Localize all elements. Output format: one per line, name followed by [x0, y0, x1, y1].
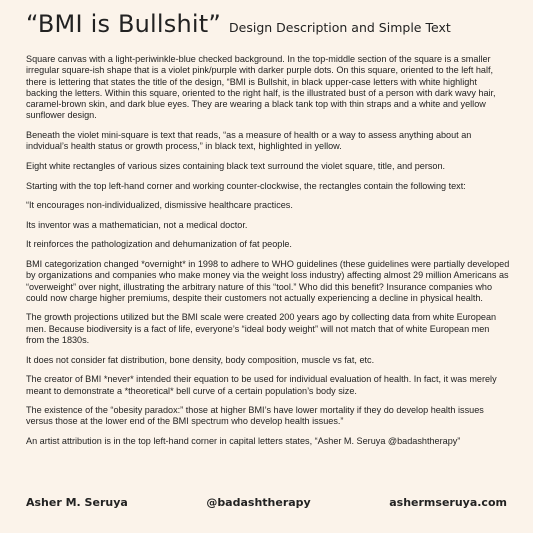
footer-website: ashermseruya.com — [389, 496, 507, 509]
footer-author-name: Asher M. Seruya — [26, 496, 128, 509]
paragraph-point-8: The existence of the “obesity paradox:” those at higher BMI’s have lower mortality if they do develop health issues versus those at the lower end of the BMI spectrum who develop health issues.” — [26, 405, 484, 427]
footer-handle: @badashtherapy — [206, 496, 311, 509]
paragraph-point-6: It does not consider fat distribution, bone density, body composition, muscle vs fat, etc. — [26, 354, 375, 365]
paragraph-highlighted-text: Beneath the violet mini-square is text that reads, “as a measure of health or a way to assess anything about an indvidual’s health status or growth process,” in black text, highlighted in yellow. — [26, 130, 472, 152]
paragraph-point-4: BMI categorization changed *overnight* in 1998 to adhere to WHO guidelines (these guidelines were partially developed by organizations and companies who make money via the weight loss industry) affecting almost 29 million Americans as “overweight” over night, illustrating the arbitrary nature of this “tool.” Who did this benefit? Insurance companies who could now charge higher premiums, despite their customers not actually experiencing a decline in physical health. — [26, 258, 510, 303]
footer — [26, 496, 507, 509]
page-title: “BMI is Bullshit” — [26, 10, 222, 38]
paragraph-attribution: An artist attribution is in the top left-hand corner in capital letters states, “Asher M. Seruya @badashtherapy” — [26, 435, 461, 446]
paragraph-order: Starting with the top left-hand corner and working counter-clockwise, the rectangles contain the following text: — [26, 180, 466, 191]
paragraph-point-5: The growth projections utilized but the BMI scale were created 200 years ago by collecting data from white European men. Because biodiversity is a fact of life, everyone’s “ideal body weight” will not match that of white European men from the 1830s. — [26, 312, 497, 346]
header — [26, 10, 451, 38]
paragraph-point-1: “It encourages non-individualized, dismissive healthcare practices. — [26, 200, 293, 211]
page-subtitle: Design Description and Simple Text — [229, 20, 451, 35]
paragraph-point-2: Its inventor was a mathematician, not a medical doctor. — [26, 219, 248, 230]
description-body — [26, 54, 510, 456]
paragraph-rectangles: Eight white rectangles of various sizes containing black text surround the violet square, title, and person. — [26, 160, 446, 171]
paragraph-point-7: The creator of BMI *never* intended their equation to be used for individual evaluation of health. In fact, it was merely meant to demonstrate a *theoretical* bell curve of a certain population’s body size. — [26, 374, 497, 396]
paragraph-canvas-description: Square canvas with a light-periwinkle-blue checked background. In the top-middle section of the square is a smaller irregular square-ish shape that is a violet pink/purple with darker purple dots. On this square, oriented to the left half, there is lettering that states the title of the design, “BMI is Bullshit, in black upper-case letters with white highlight backing the letters. Within this square, oriented to the right half, is the illustrated bust of a person with dark wavy hair, caramel-brown skin, and dark blue eyes. They are wearing a black tank top with thin straps and a white and yellow sunflower design. — [26, 54, 496, 121]
paragraph-point-3: It reinforces the pathologization and dehumanization of fat people. — [26, 239, 292, 250]
